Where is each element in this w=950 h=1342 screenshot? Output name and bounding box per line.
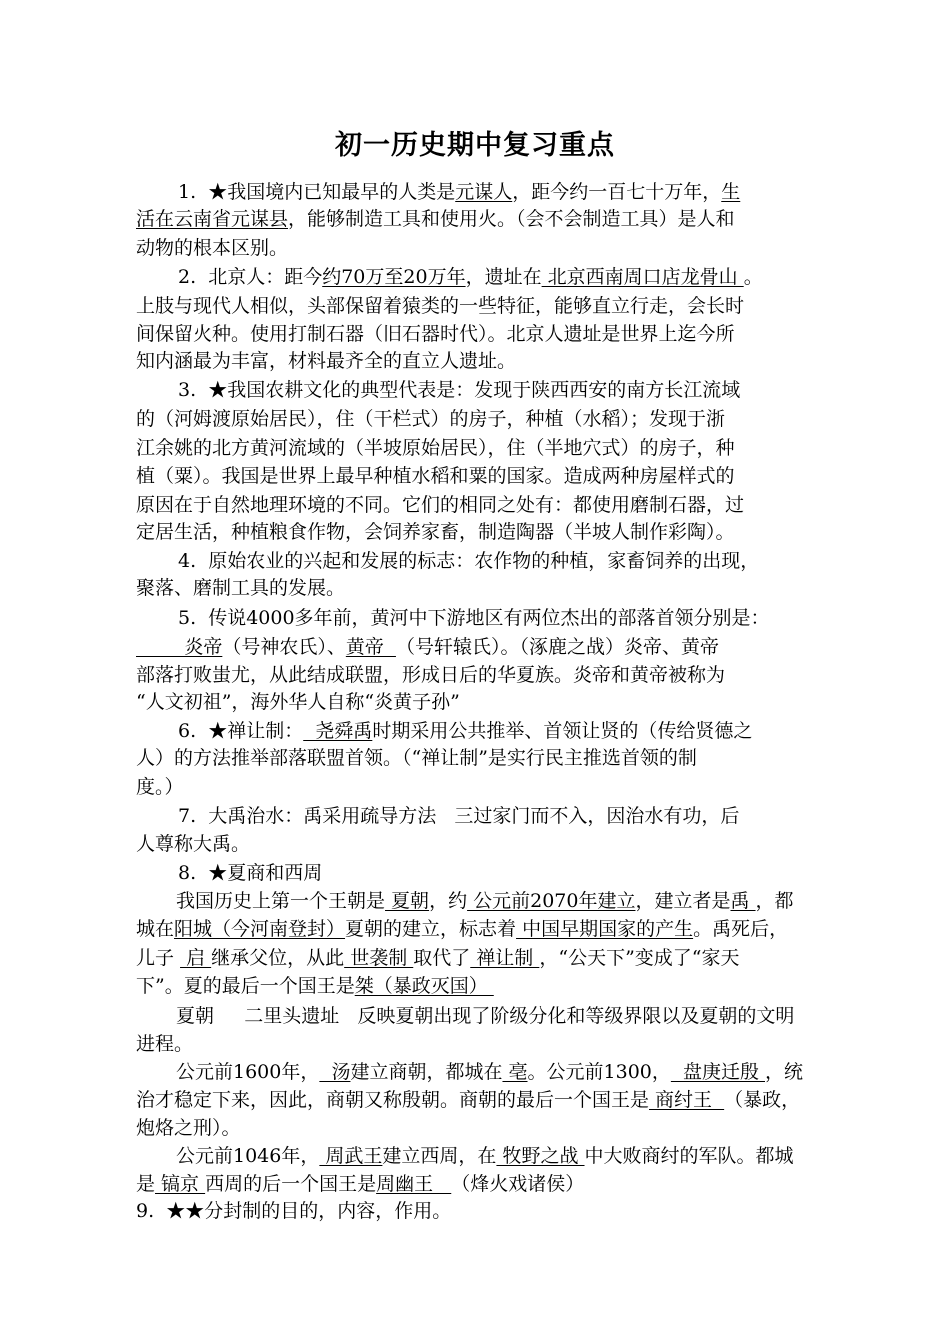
underlined-answer: 桀（暴政灭国）	[354, 975, 494, 997]
text-segment: 时期采用公共推举、首领让贤的（传给贤德之	[372, 720, 753, 742]
text-line	[178, 604, 770, 633]
text-line	[136, 773, 184, 802]
text-segment: 进程。	[136, 1033, 194, 1055]
text-line	[136, 405, 725, 434]
text-segment: 上肢与现代人相似，头部保留着猿类的一些特征，能够直立行走，会长时	[136, 295, 745, 317]
text-segment: 的（河姆渡原始居民），住（干栏式）的房子，种植（水稻）；发现于浙	[136, 408, 726, 430]
text-segment: ，“公天下”变成了“家天	[539, 947, 740, 969]
text-segment: 动物的根本区别。	[136, 237, 289, 259]
text-segment: 江余姚的北方黄河流域的（半坡原始居民），住（半地穴式）的房子，种	[136, 437, 735, 459]
text-segment: 炮烙之刑）。	[136, 1117, 241, 1139]
text-line	[178, 376, 740, 405]
text-segment: （号神农氏）、	[222, 636, 346, 658]
text-line	[136, 1197, 451, 1226]
text-line	[136, 292, 744, 321]
text-segment: 部落打败蚩尤，从此结成联盟，形成日后的华夏族。炎帝和黄帝被称为	[136, 664, 726, 686]
underlined-answer: 生	[721, 181, 741, 203]
text-segment: ，建立者是	[635, 890, 731, 912]
text-line	[136, 234, 288, 263]
text-segment: 人）的方法推举部落联盟首领。（“禅让制”是实行民主推选首领的制	[136, 747, 697, 769]
text-line	[136, 661, 725, 690]
underlined-answer: 启	[180, 947, 212, 969]
text-line	[136, 744, 697, 773]
text-segment: “人文初祖”，海外华人自称“炎黄子孙”	[136, 691, 460, 713]
text-segment: ，遗址在	[465, 266, 542, 288]
underlined-answer: 汤	[319, 1061, 351, 1083]
text-line	[136, 1170, 584, 1199]
text-segment: 2. 北京人：距今	[178, 266, 323, 288]
text-segment: 西周的后一个国王是	[205, 1173, 377, 1195]
text-segment: 继承父位，从此	[211, 947, 345, 969]
text-line	[136, 518, 735, 547]
underlined-answer: 元谋人	[455, 181, 513, 203]
text-segment: 知内涵最为丰富，材料最齐全的直立人遗址。	[136, 350, 517, 372]
underlined-answer: 北京西南周口店龙骨山	[541, 266, 744, 288]
text-segment: 建立商朝，都城在	[350, 1061, 503, 1083]
page-title: 初一历史期中复习重点	[335, 130, 615, 161]
text-line	[176, 1002, 794, 1031]
text-segment: （暴政，	[724, 1089, 801, 1111]
text-segment: 中大败商纣的军队。都城	[584, 1145, 794, 1167]
text-line	[176, 1142, 794, 1171]
underlined-answer: 炎帝	[136, 636, 223, 658]
underlined-answer: 活在云南省元谋县	[136, 208, 289, 230]
text-segment: 9. ★★分封制的目的，内容，作用。	[136, 1200, 452, 1222]
text-segment: 8. ★夏商和西周	[178, 862, 323, 884]
text-line	[178, 178, 740, 207]
underlined-answer: 禅让制	[470, 947, 540, 969]
text-line	[136, 944, 740, 973]
underlined-answer: 亳	[502, 1061, 528, 1083]
underlined-answer: 周幽王	[376, 1173, 452, 1195]
underlined-answer: 牧野之战	[496, 1145, 585, 1167]
text-line	[136, 434, 735, 463]
text-line	[176, 887, 794, 916]
text-segment: 植（粟）。我国是世界上最早种植水稻和粟的国家。造成两种房屋样式的	[136, 465, 735, 487]
text-segment: 取代了	[413, 947, 471, 969]
text-segment: 建立西周，在	[382, 1145, 497, 1167]
text-segment: 人尊称大禹。	[136, 833, 251, 855]
text-line	[136, 205, 735, 234]
text-segment: 3. ★我国农耕文化的典型代表是：发现于陕西西安的南方长江流域	[178, 379, 741, 401]
text-segment: 公元前1046年，	[176, 1145, 320, 1167]
underlined-answer: 镐京	[155, 1173, 206, 1195]
text-segment: ，距今约一百七十万年，	[512, 181, 722, 203]
text-segment: 下”。夏的最后一个国王是	[136, 975, 355, 997]
underlined-answer: 盘庚迁殷	[670, 1061, 765, 1083]
text-segment: 。公元前1300，	[527, 1061, 671, 1083]
text-segment: ，统	[765, 1061, 804, 1083]
underlined-answer: 商纣王	[649, 1089, 725, 1111]
underlined-answer: 约70万至20万年	[322, 266, 466, 288]
text-segment: 4. 原始农业的兴起和发展的标志：农作物的种植，家畜饲养的出现，	[178, 550, 760, 572]
text-segment: 原因在于自然地理环境的不同。它们的相同之处有：都使用磨制石器，过	[136, 494, 745, 516]
text-line	[178, 547, 759, 576]
underlined-answer: 禹	[730, 890, 756, 912]
text-segment: 1. ★我国境内已知最早的人类是	[178, 181, 456, 203]
text-line	[136, 633, 719, 662]
text-segment: 是	[136, 1173, 156, 1195]
underlined-answer: 公元前2070年建立	[467, 890, 636, 912]
text-segment: 5. 传说4000多年前，黄河中下游地区有两位杰出的部落首领分别是：	[178, 607, 770, 629]
text-line	[178, 263, 763, 292]
text-line	[136, 574, 345, 603]
text-line	[136, 1030, 193, 1059]
text-segment: 7. 大禹治水：禹采用疏导方法 三过家门而不入，因治水有功，后	[178, 805, 740, 827]
text-line	[136, 915, 788, 944]
underlined-answer: 周武王	[319, 1145, 383, 1167]
underlined-answer: 阳城（今河南登封）	[174, 918, 346, 940]
underlined-answer: 夏朝	[385, 890, 430, 912]
text-line	[178, 859, 322, 888]
text-line	[136, 1086, 800, 1115]
underlined-answer: 世袭制	[344, 947, 414, 969]
text-line	[178, 802, 739, 831]
text-segment: （烽火戏诸侯）	[451, 1173, 585, 1195]
text-line	[176, 1058, 803, 1087]
text-segment: ，约	[429, 890, 468, 912]
text-line	[136, 830, 250, 859]
text-segment: 公元前1600年，	[176, 1061, 320, 1083]
text-line	[136, 320, 735, 349]
text-segment: 儿子	[136, 947, 181, 969]
text-segment: ，都	[755, 890, 794, 912]
text-segment: 我国历史上第一个王朝是	[176, 890, 386, 912]
text-segment: 6. ★禅让制：	[178, 720, 304, 742]
underlined-answer: 中国早期国家的产生	[516, 918, 694, 940]
underlined-answer: 黄帝	[345, 636, 396, 658]
text-segment: 城在	[136, 918, 175, 940]
text-segment: 度。）	[136, 776, 184, 798]
text-segment: 。	[743, 266, 763, 288]
text-segment: 定居生活，种植粮食作物，会饲养家畜，制造陶器（半坡人制作彩陶）。	[136, 521, 735, 543]
text-line	[178, 717, 752, 746]
text-segment: 夏朝的建立，标志着	[345, 918, 517, 940]
underlined-answer: 尧舜禹	[303, 720, 373, 742]
text-segment: 治才稳定下来，因此，商朝又称殷朝。商朝的最后一个国王是	[136, 1089, 650, 1111]
text-segment: ，能够制造工具和使用火。（会不会制造工具）是人和	[288, 208, 735, 230]
text-line	[136, 491, 744, 520]
text-line	[136, 347, 516, 376]
text-segment: 间保留火种。使用打制石器（旧石器时代）。北京人遗址是世界上迄今所	[136, 323, 735, 345]
text-segment: 夏朝 二里头遗址 反映夏朝出现了阶级分化和等级界限以及夏朝的文明	[176, 1005, 795, 1027]
text-line	[136, 462, 735, 491]
text-segment: 聚落、磨制工具的发展。	[136, 577, 346, 599]
text-line	[136, 688, 460, 717]
text-segment: （号轩辕氏）。（涿鹿之战）炎帝、黄帝	[395, 636, 719, 658]
text-line	[136, 972, 494, 1001]
text-line	[136, 1114, 241, 1143]
text-segment: 。禹死后，	[693, 918, 789, 940]
